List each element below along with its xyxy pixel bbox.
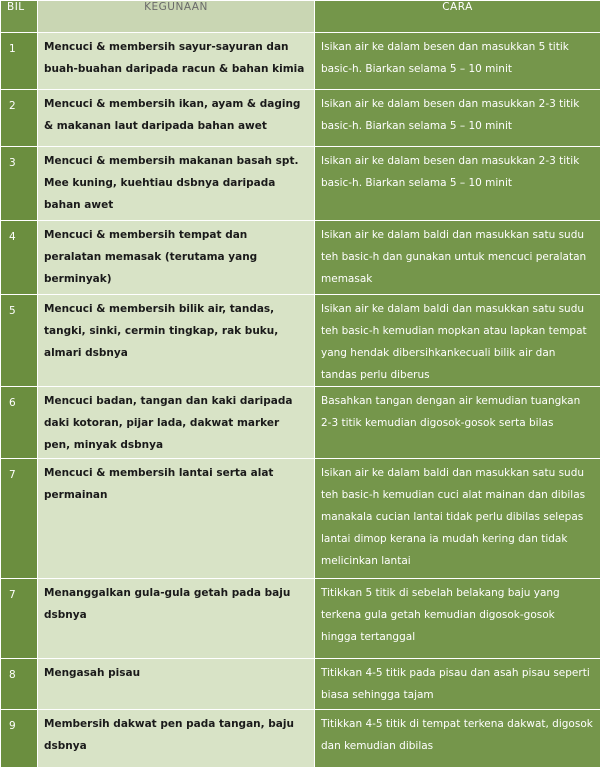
cell-bil: 7 <box>1 459 38 579</box>
cell-cara: Isikan air ke dalam besen dan masukkan 2-3 titik basic-h. Biarkan selama 5 – 10 minit <box>315 90 600 147</box>
table-row <box>1 659 600 710</box>
header-bil: BIL <box>1 1 38 33</box>
header-cara: CARA <box>315 1 600 33</box>
cell-kegunaan: Mencuci & membersih bilik air, tandas, tangki, sinki, cermin tingkap, rak buku, almari dsbnya <box>38 295 315 387</box>
cell-kegunaan: Mencuci & membersih sayur-sayuran dan buah-buahan daripada racun & bahan kimia <box>38 33 315 90</box>
header-row <box>1 1 600 33</box>
table-row <box>1 387 600 459</box>
cell-cara: Isikan air ke dalam baldi dan masukkan satu sudu teh basic-h kemudian cuci alat mainan dan dibilas manakala cucian lantai tidak perlu dibilas selepas lantai dimop kerana ia mudah kering dan tidak melicinkan lantai <box>315 459 600 579</box>
cell-kegunaan: Mencuci & membersih lantai serta alat permainan <box>38 459 315 579</box>
table-row <box>1 710 600 768</box>
cell-bil: 1 <box>1 33 38 90</box>
cell-kegunaan: Mencuci & membersih makanan basah spt. Mee kuning, kuehtiau dsbnya daripada bahan awet <box>38 147 315 221</box>
cell-kegunaan: Menanggalkan gula-gula getah pada baju dsbnya <box>38 579 315 659</box>
cell-cara: Isikan air ke dalam baldi dan masukkan satu sudu teh basic-h dan gunakan untuk mencuci peralatan memasak <box>315 221 600 295</box>
cell-bil: 5 <box>1 295 38 387</box>
table-row <box>1 33 600 90</box>
cell-bil: 7 <box>1 579 38 659</box>
table-row <box>1 90 600 147</box>
table-row <box>1 295 600 387</box>
cell-cara: Titikkan 5 titik di sebelah belakang baju yang terkena gula getah kemudian digosok-gosok hingga tertanggal <box>315 579 600 659</box>
cell-bil: 8 <box>1 659 38 710</box>
cell-cara: Basahkan tangan dengan air kemudian tuangkan 2-3 titik kemudian digosok-gosok serta bilas <box>315 387 600 459</box>
cell-cara: Isikan air ke dalam baldi dan masukkan satu sudu teh basic-h kemudian mopkan atau lapkan tempat yang hendak dibersihkankecuali bilik air dan tandas perlu diberus <box>315 295 600 387</box>
cell-bil: 2 <box>1 90 38 147</box>
cell-cara: Isikan air ke dalam besen dan masukkan 5 titik basic-h. Biarkan selama 5 – 10 minit <box>315 33 600 90</box>
cell-kegunaan: Mencuci & membersih tempat dan peralatan memasak (terutama yang berminyak) <box>38 221 315 295</box>
cell-bil: 6 <box>1 387 38 459</box>
table-row <box>1 459 600 579</box>
cell-kegunaan: Membersih dakwat pen pada tangan, baju dsbnya <box>38 710 315 768</box>
cell-cara: Titikkan 4-5 titik di tempat terkena dakwat, digosok dan kemudian dibilas <box>315 710 600 768</box>
cell-kegunaan: Mencuci badan, tangan dan kaki daripada daki kotoran, pijar lada, dakwat marker pen, minyak dsbnya <box>38 387 315 459</box>
cell-kegunaan: Mencuci & membersih ikan, ayam & daging & makanan laut daripada bahan awet <box>38 90 315 147</box>
cell-cara: Titikkan 4-5 titik pada pisau dan asah pisau seperti biasa sehingga tajam <box>315 659 600 710</box>
table-row <box>1 221 600 295</box>
cell-bil: 9 <box>1 710 38 768</box>
cell-kegunaan: Mengasah pisau <box>38 659 315 710</box>
table-row <box>1 147 600 221</box>
table-row <box>1 579 600 659</box>
cell-bil: 4 <box>1 221 38 295</box>
cell-cara: Isikan air ke dalam besen dan masukkan 2-3 titik basic-h. Biarkan selama 5 – 10 minit <box>315 147 600 221</box>
header-kegunaan: KEGUNAAN <box>38 1 315 33</box>
cell-bil: 3 <box>1 147 38 221</box>
